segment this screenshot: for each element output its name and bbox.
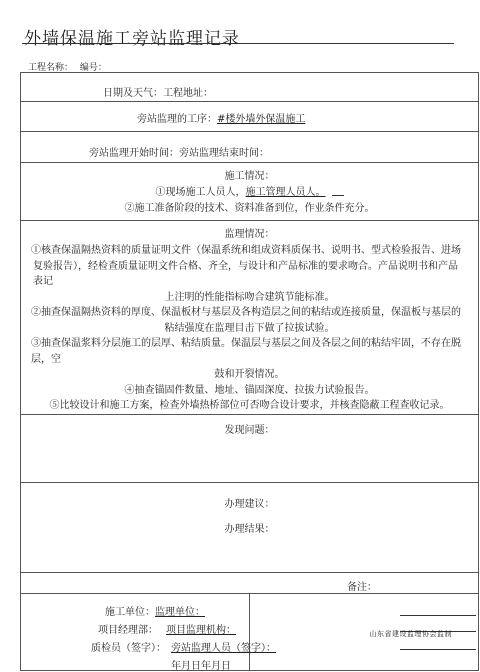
construction-line-1-prefix: ①现场施工人员人， [155, 187, 246, 198]
supervision-dept-label[interactable]: 项目监理机构： [166, 624, 236, 636]
signature-line-3 [400, 649, 476, 650]
supervision-item-4: ④抽查锚固件数量、地址、锚固深度、拉拔力试验报告。 [124, 384, 375, 396]
supervision-status-section [21, 221, 479, 415]
supervision-item-1a: ①核查保温隔热资料的质量证明文件（保温系统和组成资料质保书、说明书、型式检验报告、进场 [31, 245, 461, 256]
suggestion-label[interactable]: 办理建议： [224, 498, 275, 510]
document-title: 外墙保温施工旁站监理记录 [24, 29, 240, 49]
process-label: 旁站监理的工序： [137, 114, 217, 125]
construction-unit-label[interactable]: 施工单位： [105, 606, 155, 618]
supervision-item-2a: ②抽查保温隔热资料的厚度、保温板材与基层及各构造层之间的粘结或连接质量，保温板与基层的 [31, 307, 461, 318]
findings-section [21, 414, 479, 482]
project-name-label: 工程名称： [28, 63, 74, 73]
time-field[interactable]: 旁站监理开始时间：旁站监理结束时间： [89, 148, 269, 159]
time-row [21, 132, 479, 163]
record-form-table [20, 72, 479, 671]
supervision-item-1b: 复验报告），经检查质量证明文件合格、齐全，与设计和产品标准的要求吻合。产品说明书和产品表记 [33, 260, 458, 287]
construction-line-1-underlined: 施工管理人员人。 [245, 187, 326, 198]
title-underline [22, 43, 454, 44]
footer-issuer: 山东省建设监理协会监制 [369, 630, 452, 638]
date-weather-field[interactable]: 日期及天气：工程地址： [103, 88, 213, 99]
number-label: 编号： [79, 63, 107, 73]
supervision-heading: 监理情况： [224, 229, 275, 240]
supervision-item-2b: 粘结强度在监理目击下做了拉拔试验。 [164, 322, 335, 334]
construction-heading: 施工情况： [224, 171, 275, 182]
construction-line-1 [21, 185, 478, 201]
actions-section [21, 482, 479, 572]
supervision-item-3b: 鼓和开裂情况。 [214, 369, 285, 380]
construction-line-2: ②施工准备阶段的技术、资料准备到位，作业条件充分。 [124, 203, 375, 214]
supervision-unit-label[interactable]: 监理单位： [155, 606, 205, 618]
signature-line-1 [400, 615, 476, 616]
remarks-label[interactable]: 备注： [347, 581, 377, 593]
date-label: 年月日年月日 [171, 660, 231, 672]
remarks-row [21, 572, 479, 593]
result-label[interactable]: 办理结果： [224, 523, 275, 535]
quality-inspector-label[interactable]: 质检员（签字）： [91, 642, 166, 654]
construction-status-section [21, 163, 479, 221]
supervisor-signature-label[interactable]: 旁站监理人员（签字）： [171, 642, 276, 654]
supervision-item-1c: 上注明的性能指标吻合建筑节能标准。 [164, 291, 335, 303]
project-manager-label[interactable]: 项目经理部： [98, 624, 158, 636]
supervision-item-3a: ③抽查保温浆料分层施工的层厚、粘结质量。保温层与基层之间及各层之间的粘结牢固，不存在脱层，空 [31, 338, 461, 365]
supervision-item-5: ⑤比较设计和施工方案，检查外墙热桥部位可否吻合设计要求，并核查隐蔽工程查收记录。 [49, 400, 450, 411]
date-weather-row [21, 73, 479, 102]
process-row [21, 102, 479, 132]
blank-line [332, 187, 344, 196]
findings-label[interactable]: 发现问题： [224, 424, 275, 436]
process-value[interactable]: #楼外墙外保温施工 [217, 114, 306, 125]
